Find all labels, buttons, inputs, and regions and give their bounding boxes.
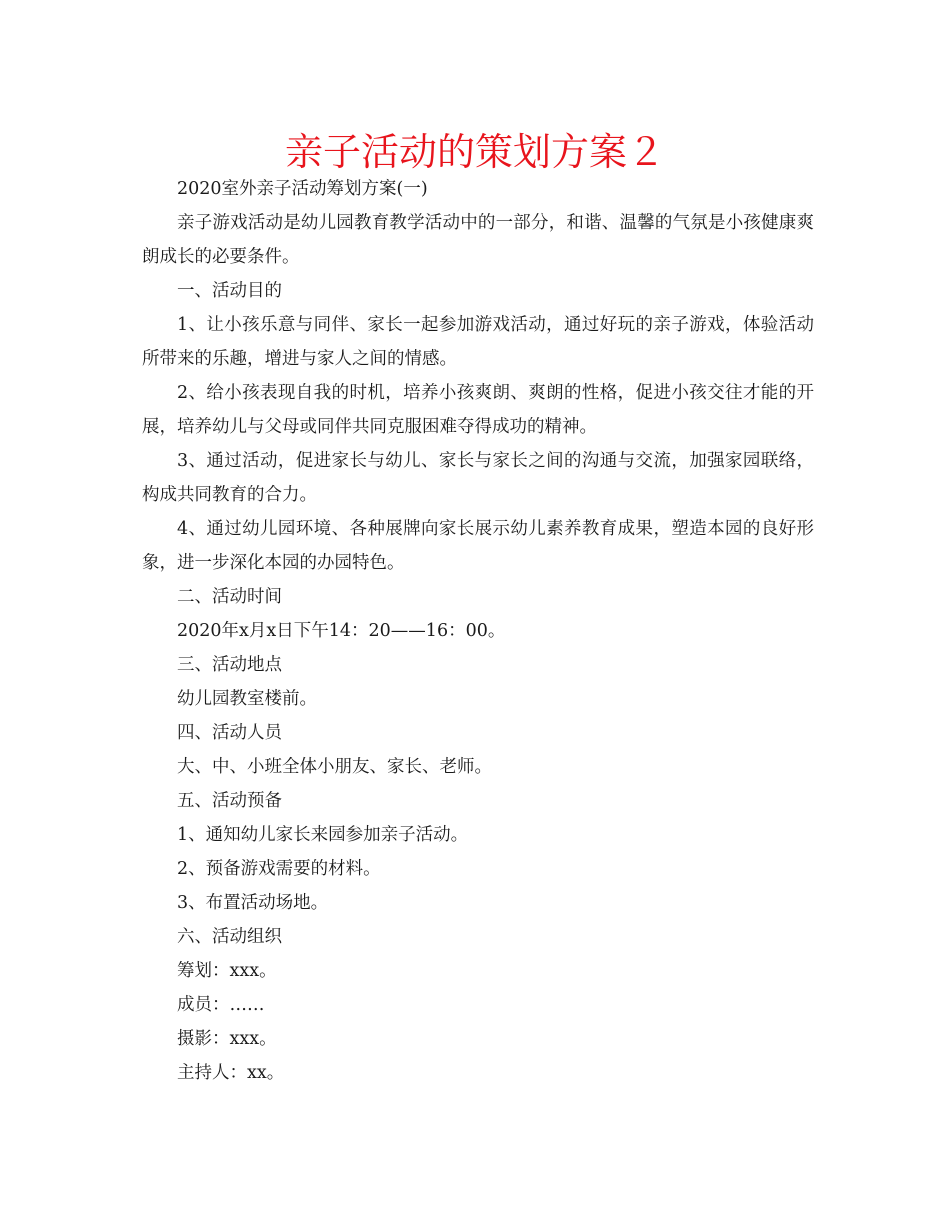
document-title: 亲子活动的策划方案２ [284, 130, 665, 174]
section-heading-preparation: 五、活动预备 [177, 791, 282, 811]
paragraph-purpose-4: 4、通过幼儿园环境、各种展牌向家长展示幼儿素养教育成果，塑造本园的良好形象，进一步深化本园的办园特色。 [142, 519, 814, 573]
section-heading-purpose: 一、活动目的 [177, 281, 282, 301]
paragraph-intro: 亲子游戏活动是幼儿园教育教学活动中的一部分，和谐、温馨的气氛是小孩健康爽朗成长的必要条件。 [142, 213, 814, 267]
paragraph-members: 成员：…… [177, 995, 265, 1015]
paragraph-photography: 摄影：xxx。 [177, 1029, 277, 1049]
section-heading-location: 三、活动地点 [177, 655, 282, 675]
paragraph-planner: 筹划：xxx。 [177, 961, 277, 981]
paragraph-preparation-1: 1、通知幼儿家长来园参加亲子活动。 [177, 825, 469, 845]
paragraph-preparation-2: 2、预备游戏需要的材料。 [177, 859, 381, 879]
paragraph-purpose-2: 2、给小孩表现自我的时机，培养小孩爽朗、爽朗的性格，促进小孩交往才能的开展，培养幼儿与父母或同伴共同克服困难夺得成功的精神。 [142, 383, 814, 437]
paragraph-time: 2020年x月x日下午14：20——16：00。 [177, 621, 506, 641]
paragraph-participants: 大、中、小班全体小朋友、家长、老师。 [177, 757, 492, 777]
section-heading-participants: 四、活动人员 [177, 723, 282, 743]
paragraph-location: 幼儿园教室楼前。 [177, 689, 317, 709]
paragraph-purpose-1: 1、让小孩乐意与同伴、家长一起参加游戏活动，通过好玩的亲子游戏，体验活动所带来的乐趣，增进与家人之间的情感。 [142, 315, 814, 369]
section-heading-time: 二、活动时间 [177, 587, 282, 607]
document-body [142, 172, 814, 1090]
paragraph-purpose-3: 3、通过活动，促进家长与幼儿、家长与家长之间的沟通与交流，加强家园联络，构成共同教育的合力。 [142, 451, 814, 505]
paragraph-host: 主持人：xx。 [177, 1063, 285, 1083]
paragraph-plan-heading: 2020室外亲子活动筹划方案(一) [177, 179, 428, 199]
section-heading-organization: 六、活动组织 [177, 927, 282, 947]
paragraph-preparation-3: 3、布置活动场地。 [177, 893, 329, 913]
